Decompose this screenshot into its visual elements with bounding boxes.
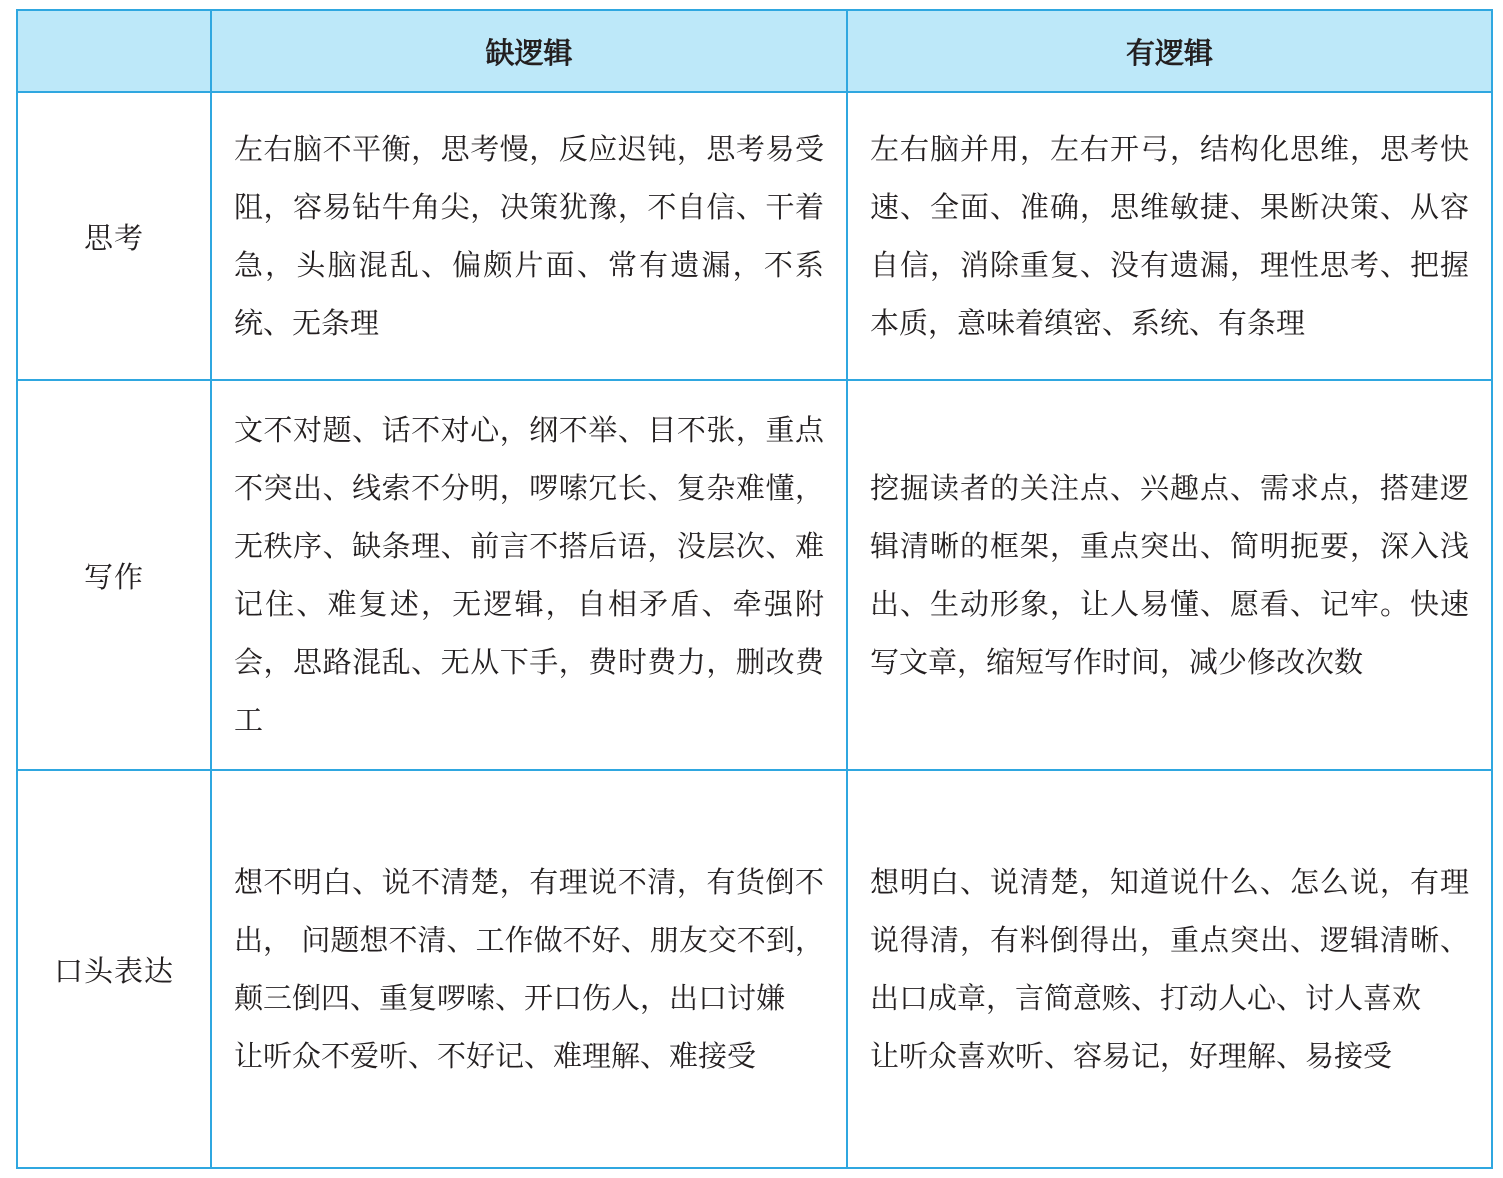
cell-paragraph: 左右脑不平衡，思考慢，反应迟钝，思考易受阻，容易钻牛角尖，决策犹豫，不自信、干着急，头脑混乱、偏颇片面、常有遗漏，不系统、无条理 bbox=[234, 132, 824, 340]
logic-comparison-table bbox=[16, 9, 1493, 1169]
cell-writing-lacking bbox=[211, 380, 847, 770]
header-row bbox=[17, 10, 1492, 92]
header-lacking-logic: 缺逻辑 bbox=[211, 10, 847, 92]
table-row-thinking bbox=[17, 92, 1492, 380]
cell-paragraph: 文不对题、话不对心，纲不举、目不张，重点不突出、线索不分明，啰嗦冗长、复杂难懂，无秩序、缺条理、前言不搭后语，没层次、难记住、难复述，无逻辑，自相矛盾、牵强附会，思路混乱、无从下手，费时费力，删改费工 bbox=[234, 413, 824, 737]
header-having-logic: 有逻辑 bbox=[847, 10, 1492, 92]
cell-paragraph: 想明白、说清楚，知道说什么、怎么说，有理说得清，有料倒得出，重点突出、逻辑清晰、出口成章，言简意赅、打动人心、讨人喜欢 bbox=[870, 865, 1469, 1015]
cell-writing-having bbox=[847, 380, 1492, 770]
cell-paragraph: 让听众喜欢听、容易记，好理解、易接受 bbox=[870, 1039, 1393, 1073]
table-row-writing bbox=[17, 380, 1492, 770]
cell-speaking-having bbox=[847, 770, 1492, 1168]
header-corner-cell bbox=[17, 10, 211, 92]
row-label-thinking: 思考 bbox=[17, 92, 211, 380]
comparison-table-container bbox=[16, 9, 1491, 1167]
table-row-speaking bbox=[17, 770, 1492, 1168]
cell-speaking-lacking bbox=[211, 770, 847, 1168]
cell-paragraph: 挖掘读者的关注点、兴趣点、需求点，搭建逻辑清晰的框架，重点突出、简明扼要，深入浅出、生动形象，让人易懂、愿看、记牢。快速写文章，缩短写作时间，减少修改次数 bbox=[870, 471, 1469, 679]
row-label-speaking: 口头表达 bbox=[17, 770, 211, 1168]
cell-thinking-having bbox=[847, 92, 1492, 380]
cell-paragraph: 想不明白、说不清楚，有理说不清，有货倒不出， 问题想不清、工作做不好、朋友交不到，颠三倒四、重复啰嗦、开口伤人，出口讨嫌 bbox=[234, 865, 824, 1015]
row-label-writing: 写作 bbox=[17, 380, 211, 770]
cell-paragraph: 左右脑并用，左右开弓，结构化思维，思考快速、全面、准确，思维敏捷、果断决策、从容自信，消除重复、没有遗漏，理性思考、把握本质，意味着缜密、系统、有条理 bbox=[870, 132, 1469, 340]
cell-paragraph: 让听众不爱听、不好记、难理解、难接受 bbox=[234, 1039, 757, 1073]
cell-thinking-lacking bbox=[211, 92, 847, 380]
